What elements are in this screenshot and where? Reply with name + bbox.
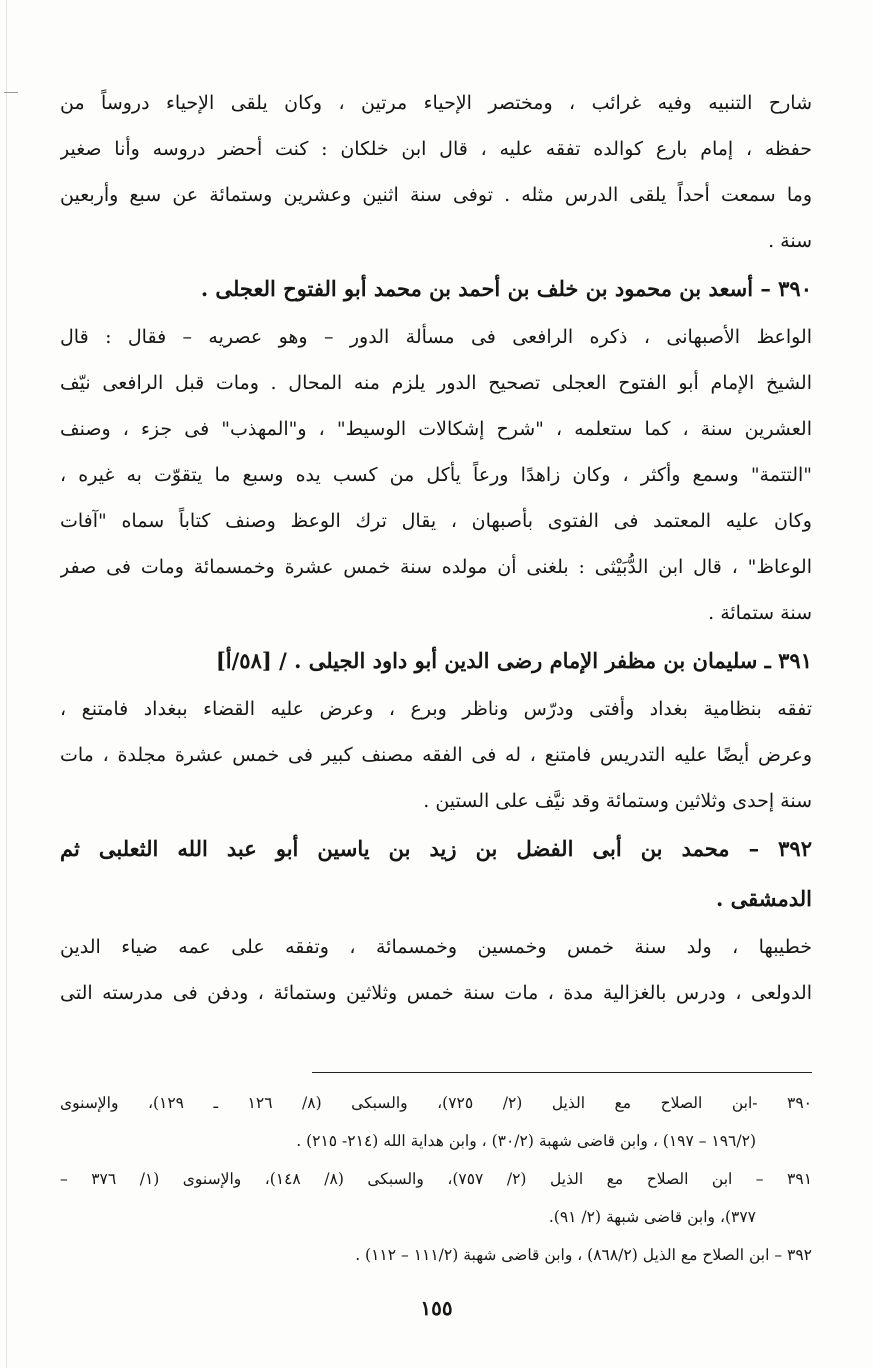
main-text [60,80,812,1016]
text-line: خطيبها ، ولد سنة خمس وخمسين وخمسمائة ، وتفقه على عمه ضياء الدين [60,936,812,958]
text-line: الدولعى ، ودرس بالغزالية مدة ، مات سنة خمس وثلاثين وستمائة ، ودفن فى مدرسته التى [60,982,812,1004]
text-line: سنة ستمائة . [708,602,812,624]
text-line: وكان عليه المعتمد فى الفتوى بأصبهان ، يقال ترك الوعظ وصنف كتاباً سماه "آفات [60,510,812,532]
text-line: حفظه ، إمام بارع كوالده تفقه عليه ، قال ابن خلكان : كنت أحضر دروسه وأنا صغير [60,138,812,160]
footnote-line: ٣٩٠ -ابن الصلاح مع الذيل (٢/ ٧٢٥)، والسبكى (٨/ ١٢٦ ـ ١٢٩)، والإسنوى [60,1094,812,1112]
entry-391 [60,636,812,824]
footnote-line: (١٩٦/٢ – ١٩٧) ، وابن قاضى شهبة (٣٠/٢) ، وابن هداية الله (٢١٤- ٢١٥) . [296,1132,756,1150]
text-line: وعرض أيضًا عليه التدريس فامتنع ، له فى الفقه مصنف كبير فى خمس عشرة مجلدة ، مات [60,744,812,766]
footnote-divider [312,1072,812,1073]
text-line: تفقه بنظامية بغداد وأفتى ودرّس وناظر وبرع ، وعرض عليه القضاء ببغداد فامتنع ، [60,698,812,720]
footnote-391 [60,1160,812,1236]
text-line: "التتمة" وسمع وأكثر ، وكان زاهدًا ورعاً يأكل من كسب يده وسبع ما يتقوّت به غيره ، [60,464,812,486]
text-line: الوعاظ" ، قال ابن الدُّبَيْثى : بلغنى أن مولده سنة خمس عشرة وخمسمائة ومات فى صفر [60,556,812,578]
page-number: ١٥٥ [420,1296,453,1320]
scan-edge-line [6,0,7,1368]
footnote-line: ٣٧٧)، وابن قاضى شبهة (٢/ ٩١). [548,1208,756,1226]
entry-title: ٣٩١ ـ سليمان بن مظفر الإمام رضى الدين أبو داود الجيلى . / [٥٨/أ] [215,648,812,673]
text-line: الشيخ الإمام أبو الفتوح العجلى تصحيح الدور يلزم منه المحال . ومات قبل الرافعى نيّف [60,372,812,394]
footnote-line: ٣٩٢ – ابن الصلاح مع الذيل (٨٦٨/٢) ، وابن قاضى شهبة (١١١/٢ – ١١٢) . [355,1246,812,1264]
text-line: الواعظ الأصبهانى ، ذكره الرافعى فى مسألة الدور – وهو عصريه – فقال : قال [60,326,812,348]
entry-title: ٣٩٠ – أسعد بن محمود بن خلف بن أحمد بن محمد أبو الفتوح العجلى . [200,276,812,301]
entry-title: ٣٩٢ – محمد بن أبى الفضل بن زيد بن ياسين أبو عبد الله الثعلبى ثم [60,836,812,861]
text-line: وما سمعت أحداً يلقى الدرس مثله . توفى سنة اثنين وعشرين وستمائة عن سبع وأربعين [60,184,812,206]
scan-tick-mark [4,92,18,93]
entry-title-continuation: الدمشقى . [716,886,812,911]
text-line: شارح التنبيه وفيه غرائب ، ومختصر الإحياء مرتين ، وكان يلقى الإحياء دروساً من [60,92,812,114]
text-line: العشرين سنة ، كما ستعلمه ، "شرح إشكالات الوسيط" ، و"المهذب" فى جزء ، وصنف [60,418,812,440]
entry-390 [60,264,812,636]
intro-paragraph [60,80,812,264]
footnote-390 [60,1084,812,1160]
entry-392 [60,824,812,1016]
footnote-line: ٣٩١ – ابن الصلاح مع الذيل (٢/ ٧٥٧)، والسبكى (٨/ ١٤٨)، والإسنوى (١/ ٣٧٦ – [60,1170,812,1188]
footnotes [60,1084,812,1274]
text-line: سنة . [768,230,812,252]
footnote-392 [60,1236,812,1274]
text-line: سنة إحدى وثلاثين وستمائة وقد نيَّف على الستين . [423,790,812,812]
